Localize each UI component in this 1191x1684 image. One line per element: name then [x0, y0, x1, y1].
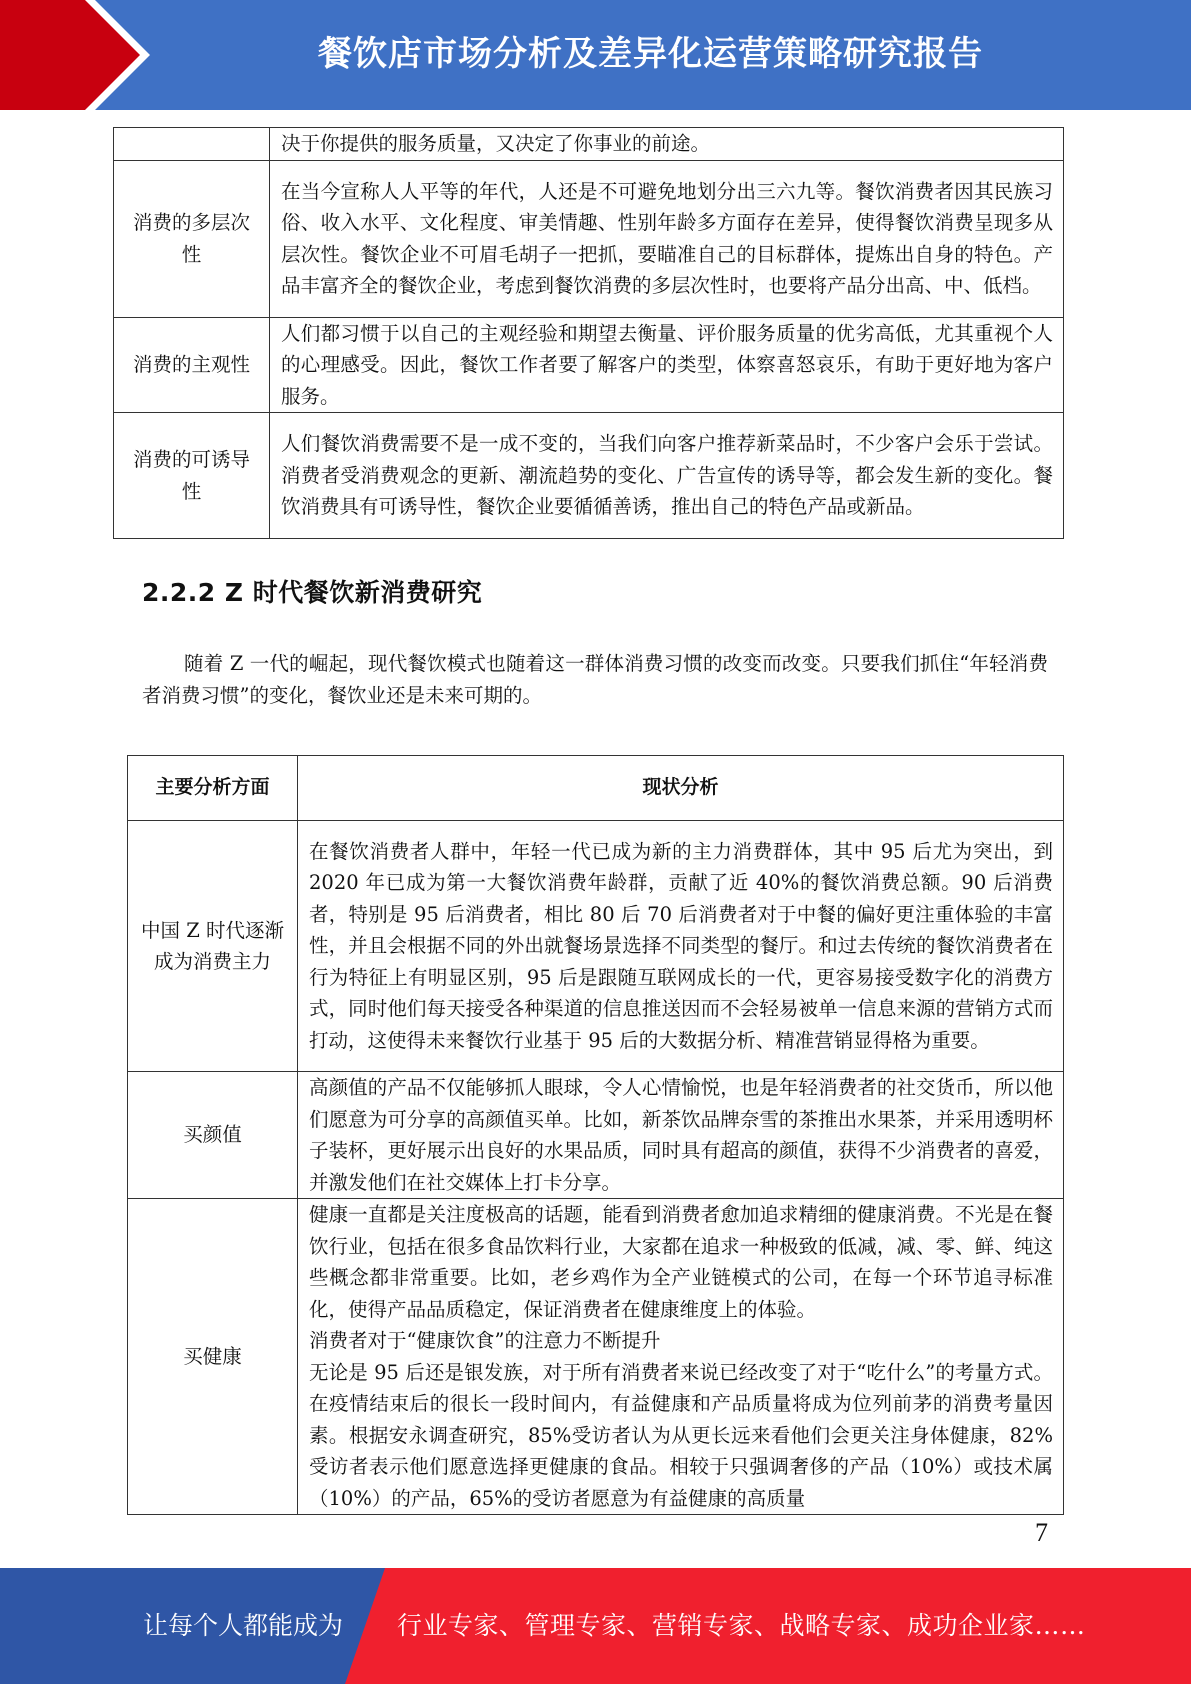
row-value: 高颜值的产品不仅能够抓人眼球，令人心情愉悦，也是年轻消费者的社交货币，所以他们愿意为可分享的高颜值买单。比如，新茶饮品牌奈雪的茶推出水果茶，并采用透明杯子装杯，更好展示出良好的水果品质，同时具有超高的颜值，获得不少消费者的喜爱，并激发他们在社交媒体上打卡分享。: [298, 1072, 1064, 1199]
page-header: [0, 0, 1191, 110]
row-key: 消费的主观性: [114, 317, 270, 413]
column-header: 现状分析: [298, 756, 1064, 821]
row-value: 人们都习惯于以自己的主观经验和期望去衡量、评价服务质量的优劣高低，尤其重视个人的心理感受。因此，餐饮工作者要了解客户的类型，体察喜怒哀乐，有助于更好地为客户服务。: [270, 317, 1064, 413]
footer-tagline: 行业专家、管理专家、营销专家、战略专家、成功企业家……: [397, 1611, 1086, 1640]
header-chevron-icon: [0, 0, 140, 110]
report-title: 餐饮店市场分析及差异化运营策略研究报告: [318, 34, 983, 74]
page-number: 7: [1035, 1518, 1048, 1547]
gen-z-analysis-table: [127, 755, 1064, 1515]
table-row: [114, 413, 1064, 539]
page-footer: [0, 1568, 1191, 1684]
section-heading: 2.2.2 Z 时代餐饮新消费研究: [142, 578, 483, 607]
section-intro: 随着 Z 一代的崛起，现代餐饮模式也随着这一群体消费习惯的改变而改变。只要我们抓住“年轻消费者消费习惯”的变化，餐饮业还是未来可期的。: [142, 652, 1048, 707]
table-row: [114, 317, 1064, 413]
table-header-row: [128, 756, 1064, 821]
row-value: [298, 1199, 1064, 1515]
row-value: 在当今宣称人人平等的年代，人还是不可避免地划分出三六九等。餐饮消费者因其民族习俗、收入水平、文化程度、审美情趣、性别年龄多方面存在差异，使得餐饮消费呈现多从层次性。餐饮企业不可眉毛胡子一把抓，要瞄准自己的目标群体，提炼出自身的特色。产品丰富齐全的餐饮企业，考虑到餐饮消费的多层次性时，也要将产品分出高、中、低档。: [270, 160, 1064, 317]
row-value-subheading: 消费者对于“健康饮食”的注意力不断提升: [309, 1329, 661, 1352]
row-key: 买颜值: [128, 1072, 298, 1199]
table-row: [128, 1072, 1064, 1199]
row-key: [114, 128, 270, 161]
table-row: [114, 128, 1064, 161]
table-row: [114, 160, 1064, 317]
row-value: 决于你提供的服务质量，又决定了你事业的前途。: [270, 128, 1064, 161]
consumption-traits-table: [113, 127, 1064, 539]
row-value: 在餐饮消费者人群中，年轻一代已成为新的主力消费群体，其中 95 后尤为突出，到 2020 年已成为第一大餐饮消费年龄群，贡献了近 40%的餐饮消费总额。90 后消费者，特别是 95 后消费者，相比 80 后 70 后消费者对于中餐的偏好更注重体验的丰富性，并且会根据不同的外出就餐场景选择不同类型的餐厅。和过去传统的餐饮消费者在行为特征上有明显区别，95 后是跟随互联网成长的一代，更容易接受数字化的消费方式，同时他们每天接受各种渠道的信息推送因而不会轻易被单一信息来源的营销方式而打动，这使得未来餐饮行业基于 95 后的大数据分析、精准营销显得格为重要。: [298, 821, 1064, 1072]
row-value-paragraph: 健康一直都是关注度极高的话题，能看到消费者愈加追求精细的健康消费。不光是在餐饮行业，包括在很多食品饮料行业，大家都在追求一种极致的低减，减、零、鲜、纯这些概念都非常重要。比如，老乡鸡作为全产业链模式的公司，在每一个环节追寻标准化，使得产品品质稳定，保证消费者在健康维度上的体验。: [309, 1203, 1053, 1321]
row-value: 人们餐饮消费需要不是一成不变的，当我们向客户推荐新菜品时，不少客户会乐于尝试。消费者受消费观念的更新、潮流趋势的变化、广告宣传的诱导等，都会发生新的变化。餐饮消费具有可诱导性，餐饮企业要循循善诱，推出自己的特色产品或新品。: [270, 413, 1064, 539]
column-header: 主要分析方面: [128, 756, 298, 821]
table-row: [128, 821, 1064, 1072]
footer-lead: 让每个人都能成为: [143, 1611, 344, 1640]
row-key: 买健康: [128, 1199, 298, 1515]
table-row: [128, 1199, 1064, 1515]
row-key: 消费的可诱导性: [114, 413, 270, 539]
row-key: 消费的多层次性: [114, 160, 270, 317]
row-value-paragraph: 无论是 95 后还是银发族，对于所有消费者来说已经改变了对于“吃什么”的考量方式。在疫情结束后的很长一段时间内，有益健康和产品质量将成为位列前茅的消费考量因素。根据安永调查研究，85%受访者认为从更长远来看他们会更关注身体健康，82%受访者表示他们愿意选择更健康的食品。相较于只强调奢侈的产品（10%）或技术属（10%）的产品，65%的受访者愿意为有益健康的高质量: [309, 1360, 1053, 1510]
row-key: 中国 Z 时代逐渐成为消费主力: [128, 821, 298, 1072]
